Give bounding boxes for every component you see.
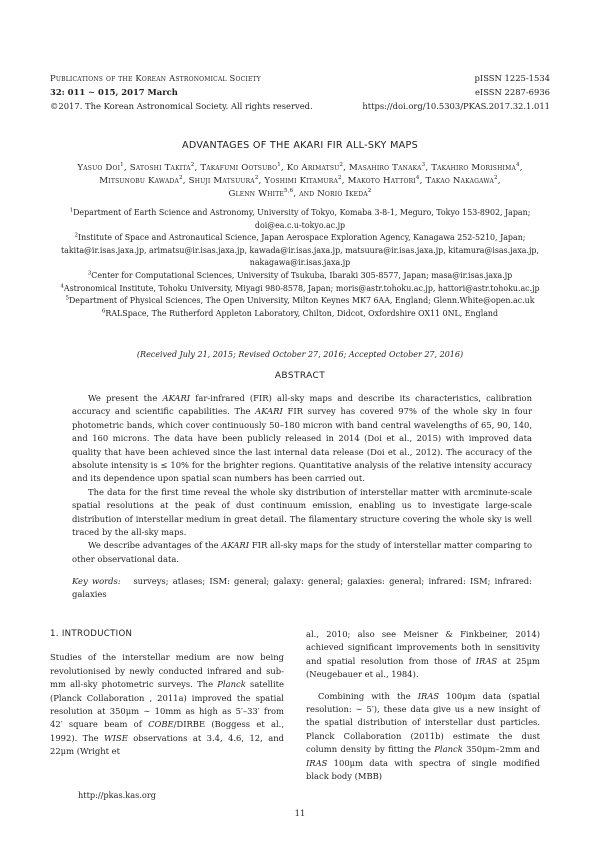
affiliation-email: doi@ea.c.u-tokyo.ac.jp bbox=[254, 220, 346, 230]
intro-paragraph bbox=[50, 651, 284, 758]
text-run: Combining with the bbox=[318, 690, 418, 701]
affiliation-sup: 2 bbox=[74, 232, 79, 239]
author-sup: 2 bbox=[179, 174, 183, 181]
section-heading-introduction: 1. INTRODUCTION bbox=[50, 629, 133, 639]
author: Shuji Matsuura bbox=[188, 175, 255, 186]
author-sup: 2 bbox=[338, 174, 342, 181]
author-sup: 2 bbox=[367, 187, 372, 194]
author-and: and bbox=[299, 188, 315, 199]
author-sup: 2 bbox=[254, 174, 259, 181]
author-sup: 4 bbox=[516, 162, 520, 169]
author: Takao Nakagawa bbox=[425, 175, 495, 186]
affiliation-sup: 6 bbox=[101, 308, 106, 315]
text-run: 350μm–2mm and bbox=[462, 744, 541, 755]
author-sup: 2 bbox=[339, 162, 344, 169]
column-right bbox=[306, 628, 540, 783]
copyright-line: ©2017. The Korean Astronomical Society. All rights reserved. bbox=[50, 101, 313, 111]
author-sup: 4 bbox=[415, 174, 420, 181]
abstract-body bbox=[72, 392, 532, 566]
affiliation-sup: 4 bbox=[60, 282, 64, 289]
affiliation-text: Institute of Space and Astronautical Science, Japan Aerospace Exploration Agency, Kanagawa 252-5210, Japan; bbox=[78, 233, 526, 243]
text-run: We describe advantages of the bbox=[88, 540, 222, 551]
text-run: WISE bbox=[104, 732, 128, 743]
text-run: far-infrared (FIR) all-sky maps and describe its characteristics, calibration accuracy and scientific capabilities. The bbox=[72, 393, 532, 417]
author: Glenn White bbox=[228, 188, 285, 199]
text-run: FIR all-sky maps for the study of interstellar matter comparing to other observational data. bbox=[72, 540, 532, 564]
keywords bbox=[72, 575, 532, 602]
author-list bbox=[60, 162, 540, 200]
affiliation-email: takita@ir.isas.jaxa.jp, arimatsu@ir.isas.jaxa.jp, kawada@ir.isas.jaxa.jp, matsuura@ir.isas.jaxa.jp, kitamura@isas.jaxa.jp, bbox=[60, 245, 539, 255]
column-left bbox=[50, 628, 284, 759]
author-sup: 5,6 bbox=[284, 187, 294, 194]
journal-name: Publications of the Korean Astronomical Society bbox=[50, 73, 261, 83]
affiliation bbox=[34, 283, 566, 296]
affiliation-list bbox=[34, 207, 566, 320]
text-run: COBE bbox=[148, 719, 174, 730]
doi-link[interactable]: https://doi.org/10.5303/PKAS.2017.32.1.011 bbox=[362, 101, 550, 111]
text-run: Studies of the interstellar medium are now being revolutionised by newly conducted infrared and sub-mm all-sky photometric surveys. The bbox=[50, 652, 284, 690]
affiliation bbox=[34, 295, 566, 308]
author-sup: 1 bbox=[277, 162, 281, 169]
author-sup: 2 bbox=[190, 162, 195, 169]
intro-paragraph bbox=[306, 690, 540, 784]
text-run: at 25μm (Neugebauer et al., 1984). bbox=[306, 655, 540, 680]
text-run: satellite (Planck Collaboration , 2011a) improved the spatial resolution at 350μm ∼ 10mm as high as 5′–33′ from 42′ square beam of bbox=[50, 679, 284, 730]
text-run: We present the bbox=[88, 393, 163, 403]
volume-line bbox=[50, 86, 178, 98]
affiliation bbox=[34, 207, 566, 220]
text-run: /DIRBE (Boggess et al., 1992). The bbox=[50, 719, 284, 743]
author: Norio Ikeda bbox=[317, 188, 368, 199]
text-run: AKARI bbox=[221, 540, 250, 551]
keywords-text: surveys; atlases; ISM: general; galaxy: general; galaxies: general; infrared: ISM; infrared: galaxies bbox=[72, 576, 532, 600]
text-run: al., 2010; also see Meisner & Finkbeiner, 2014) achieved significant improvements both in sensitivity and spatial resolution from those of bbox=[306, 629, 540, 666]
text-run: observations at 3.4, 4.6, 12, and 22μm (Wright et bbox=[50, 732, 284, 757]
journal-url[interactable]: http://pkas.kas.org bbox=[78, 790, 156, 800]
paper-title: ADVANTAGES OF THE AKARI FIR ALL-SKY MAPS bbox=[182, 140, 418, 151]
affiliation bbox=[34, 232, 566, 245]
text-run: FIR survey has covered 97% of the whole sky in four photometric bands, which cover continuously 50–180 micron with band central wavelengths of 65, 90, 140, and 160 microns. The data have been publicly released in 2014 (Doi et al., 2015) with improved data quality that have been achieved since the last internal data release (Doi et al., 2012). The accuracy of the absolute intensity is ≤ 10% for the brighter regions. Quantitative analysis of the relative intensity accuracy and its dependence upon spatial scan numbers has been carried out. bbox=[72, 406, 532, 484]
received-dates: (Received July 21, 2015; Revised October 27, 2016; Accepted October 27, 2016) bbox=[136, 350, 464, 359]
text-run: 100μm data with spectra of single modified black body (MBB) bbox=[306, 757, 540, 782]
affiliation-text: Department of Earth Science and Astronomy, University of Tokyo, Komaba 3-8-1, Meguro, Tokyo 153-8902, Japan; bbox=[73, 208, 531, 217]
affiliation-text: Astronomical Institute, Tohoku University, Miyagi 980-8578, Japan; moris@astr.tohoku.ac.jp, hattori@astr.tohoku.ac.jp bbox=[63, 283, 540, 293]
author-sup: 3 bbox=[421, 162, 426, 169]
author-sup: 2 bbox=[494, 174, 498, 181]
affiliation-text: RALSpace, The Rutherford Appleton Laboratory, Chilton, Didcot, Oxfordshire OX11 0NL, England bbox=[105, 308, 499, 318]
author-sup: 1 bbox=[120, 162, 124, 169]
abstract-paragraph: The data for the first time reveal the whole sky distribution of interstellar matter with arcminute-scale spatial resolutions at the peak of dust continuum emission, enabling us to investigate large-scale distribution of interstellar medium in great detail. The filamentary structure covering the whole sky is well traced by the all-sky maps. bbox=[72, 486, 532, 538]
author: Masahiro Tanaka bbox=[349, 163, 422, 173]
text-run: Planck bbox=[434, 744, 463, 755]
author: Makoto Hattori bbox=[347, 175, 416, 186]
author: Takahiro Morishima bbox=[431, 163, 516, 173]
affiliation bbox=[34, 270, 566, 283]
abstract-paragraph bbox=[72, 539, 532, 566]
affiliation-email: nakagawa@ir.isas.jaxa.jp bbox=[249, 258, 351, 268]
author-line-3: Glenn White$^{5,6}$, and Norio Ikeda$^2$ bbox=[228, 187, 372, 199]
affiliation-sup: 3 bbox=[87, 270, 92, 277]
keywords-label: Key words: bbox=[72, 576, 121, 586]
author: Takafumi Ootsubo bbox=[200, 163, 278, 173]
affiliation-sup: 5 bbox=[65, 295, 69, 302]
pissn: pISSN 1225-1534 bbox=[474, 73, 550, 83]
author: Ko Arimatsu bbox=[286, 163, 340, 173]
text-run: AKARI bbox=[162, 393, 191, 403]
page-number: 11 bbox=[294, 808, 306, 818]
affiliation-text: Department of Physical Sciences, The Open University, Milton Keynes MK7 6AA, England; Glenn.White@open.ac.uk bbox=[68, 296, 535, 306]
author-line-1: Yasuo Doi$^1$, Satoshi Takita$^2$, Takafumi Ootsubo$^1$, Ko Arimatsu$^2$, Masahiro Tanaka$^3$, Takahiro Morishima$^4$, bbox=[77, 162, 523, 173]
text-run: Planck bbox=[217, 679, 246, 690]
volume-text: 32: 011 ∼ 015, 2017 March bbox=[50, 87, 178, 97]
author: Yasuo Doi bbox=[77, 163, 121, 173]
abstract-paragraph bbox=[72, 392, 532, 486]
text-run: 100μm data (spatial resolution: ∼ 5′), these data give us a new insight of the spatial distribution of interstellar dust particles. Planck Collaboration (2011b) estimate the dust column density by fitting the bbox=[306, 690, 540, 755]
text-run: AKARI bbox=[255, 406, 283, 417]
eissn: eISSN 2287-6936 bbox=[474, 87, 550, 97]
text-run: IRAS bbox=[306, 757, 328, 768]
abstract-heading: ABSTRACT bbox=[274, 371, 326, 381]
author: Yoshimi Kitamura bbox=[264, 175, 339, 186]
text-run: IRAS bbox=[417, 690, 440, 701]
affiliation-text: Center for Computational Sciences, University of Tsukuba, Ibaraki 305-8577, Japan; masa@ir.isas.jaxa.jp bbox=[91, 270, 513, 280]
text-run: IRAS bbox=[475, 655, 498, 666]
author-line-2: Mitsunobu Kawada$^2$, Shuji Matsuura$^2$, Yoshimi Kitamura$^2$, Makoto Hattori$^4$, Takao Nakagawa$^2$, bbox=[99, 174, 501, 186]
affiliation-sup: 1 bbox=[69, 207, 74, 214]
author: Mitsunobu Kawada bbox=[99, 175, 180, 186]
author: Satoshi Takita bbox=[129, 163, 191, 173]
affiliation bbox=[34, 308, 566, 321]
intro-paragraph bbox=[306, 628, 540, 682]
